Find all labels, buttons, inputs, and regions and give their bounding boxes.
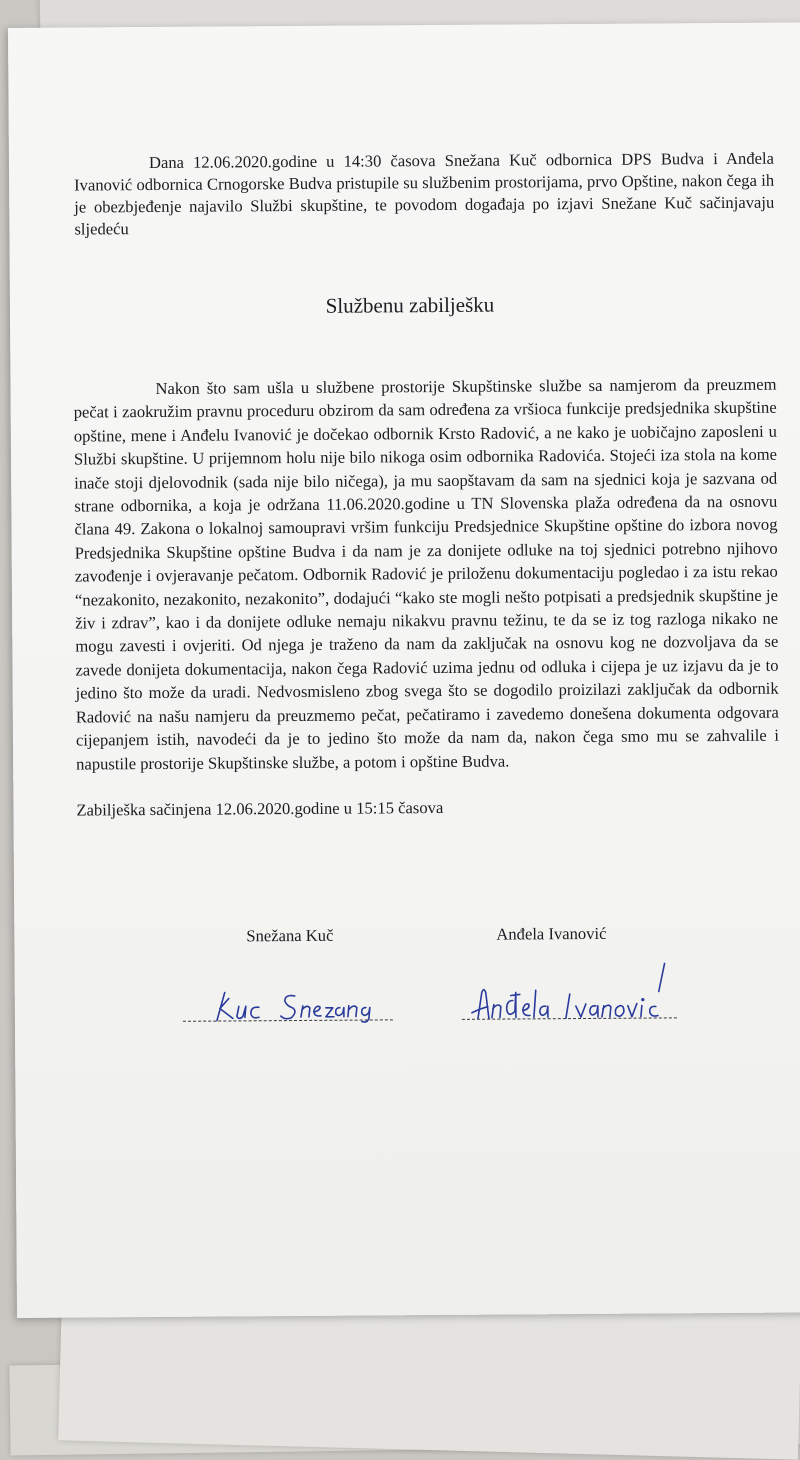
document-page bbox=[8, 22, 800, 1318]
date-note: Zabilješka sačinjena 12.06.2020.godine u 15:15 časova bbox=[76, 797, 444, 820]
handwritten-signature-left bbox=[203, 985, 393, 1031]
signatory-name-right: Anđela Ivanović bbox=[496, 923, 607, 944]
signatory-name-left: Snežana Kuč bbox=[246, 925, 334, 946]
body-paragraph: Nakon što sam ušla u službene prostorije Skupštinske službe sa namjerom da preuzmem pečat i zaokružim pravnu proceduru obzirom da sam određena za vršioca funkcije predsjednika skupštine opštine, mene i Anđelu Ivanović je dočekao odbornik Krsto Radović, a ne kako je uobičajno zaposleni u Službi skupštine. U prijemnom holu nije bilo nikoga osim odbornika Radovića. Stojeći iza stola na kome inače stoji djelovodnik (sada nije bilo ničega), ja mu saopštavam da sam na sjednici koja je sazvana od strane odbornika, a koja je održana 11.06.2020.godine u TN Slovenska plaža određena da na osnovu člana 49. Zakona o lokalnoj samoupravi vršim funkciju Predsjednice Skupštine opštine do izbora novog Predsjednika Skupštine opštine Budva i da nam je za donijete odluke na toj sjednici potrebno njihovo zavođenje i ovjeravanje pečatom. Odbornik Radović je priloženu dokumentaciju pogledao i za istu rekao “nezakonito, nezakonito, nezakonito”, dodajući “kako ste mogli nešto potpisati a predsjednik skupštine je živ i zdrav”, kao i da donijete odluke nemaju nikakvu pravnu težinu, te da se iz tog razloga nikako ne mogu zavesti i ovjeriti. Od njega je traženo da nam da zaključak na osnovu kog ne dozvoljava da se zavede donijeta dokumentacija, nakon čega Radović uzima jednu od odluka i cijepa je uz izjavu da je to jedino što može da uradi. Nedvosmisleno zbog svega što se dogodilo proizilazi zaključak da odbornik Radović na našu namjeru da preuzmemo pečat, pečatiramo i zavedemo donešena dokumenta odgovara cijepanjem istih, navodeći da je to jedino što može da nam da, nakon čega smo mu se zahvalile i napustile prostorije Skupštinske službe, a potom i opštine Budva. bbox=[73, 374, 780, 774]
intro-paragraph: Dana 12.06.2020.godine u 14:30 časova Snežana Kuč odbornica DPS Budva i Anđela Ivanović odbornica Crnogorske Budva pristupile su službenim prostorijama, prvo Opštine, nakon čega ih je obezbjeđenje najavilo Službi skupštine, te povodom događaja po izjavi Snežane Kuč sačinjavaju sljedeću bbox=[74, 148, 775, 239]
document-title: Službenu zabilješku bbox=[325, 292, 495, 318]
